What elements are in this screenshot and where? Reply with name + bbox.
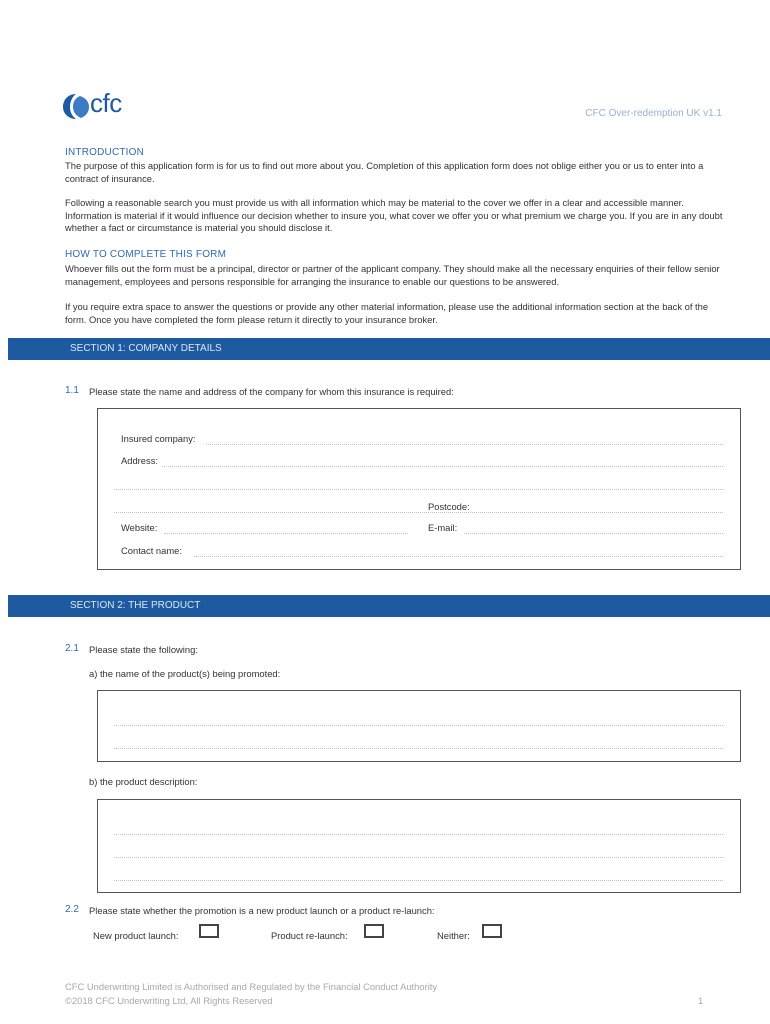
product-name-box[interactable] [97, 690, 741, 762]
insured-company-label: Insured company: [121, 433, 196, 444]
email-label: E-mail: [428, 522, 458, 533]
website-label: Website: [121, 522, 158, 533]
question-2-1-b-text: b) the product description: [89, 776, 198, 787]
section-2-header: SECTION 2: THE PRODUCT [8, 595, 770, 617]
intro-paragraph-1: The purpose of this application form is for us to find out more about you. Completion of this application form does not oblige either you or us to enter into a contract of insurance. [65, 160, 704, 184]
question-2-2-number: 2.2 [65, 904, 79, 915]
product-name-line-2 [114, 748, 723, 749]
postcode-field[interactable] [114, 512, 723, 513]
website-field[interactable] [164, 533, 408, 534]
logo-text: cfc [90, 88, 122, 118]
address-field-line-1[interactable] [162, 466, 723, 467]
insured-company-field[interactable] [206, 444, 723, 445]
company-details-box [97, 408, 741, 570]
product-description-box[interactable] [97, 799, 741, 893]
section-1-header: SECTION 1: COMPANY DETAILS [8, 338, 770, 360]
question-2-1-a-text: a) the name of the product(s) being promoted: [89, 668, 281, 679]
relaunch-checkbox[interactable] [364, 924, 384, 938]
postcode-label: Postcode: [428, 501, 470, 512]
question-1-1-text: Please state the name and address of the company for whom this insurance is required: [89, 386, 454, 397]
footer-regulation-text: CFC Underwriting Limited is Authorised and Regulated by the Financial Conduct Authority [65, 981, 438, 992]
product-name-line-1 [114, 725, 723, 726]
address-field-line-2[interactable] [114, 489, 723, 490]
intro-paragraph-2: Following a reasonable search you must provide us with all information which may be material to the cover we offer in a clear and accessible manner. Information is material if it would influence our decision whether to insure you, what cover we offer you or what premium we charge you. If you are in any doubt whether a fact or circumstance is material you should disclose it. [65, 197, 723, 233]
product-description-line-3 [114, 880, 723, 881]
footer-copyright: ©2018 CFC Underwriting Ltd, All Rights Reserved [65, 995, 273, 1006]
contact-name-field[interactable] [194, 556, 723, 557]
address-label: Address: [121, 455, 158, 466]
question-2-1-number: 2.1 [65, 643, 79, 654]
document-version: CFC Over-redemption UK v1.1 [585, 108, 722, 119]
page-number: 1 [698, 995, 704, 1006]
email-field[interactable] [464, 533, 723, 534]
contact-name-label: Contact name: [121, 545, 182, 556]
how-to-heading: HOW TO COMPLETE THIS FORM [65, 249, 227, 260]
neither-checkbox[interactable] [482, 924, 502, 938]
new-launch-label: New product launch: [93, 930, 179, 941]
new-launch-checkbox[interactable] [199, 924, 219, 938]
intro-heading: INTRODUCTION [65, 147, 145, 158]
question-2-2-text: Please state whether the promotion is a new product launch or a product re-launch: [89, 905, 435, 916]
product-description-line-2 [114, 857, 723, 858]
question-1-1-number: 1.1 [65, 385, 79, 396]
how-to-paragraph-2: If you require extra space to answer the questions or provide any other material information, please use the additional information section at the back of the form. Once you have completed the form please return it directly to your insurance broker. [65, 301, 709, 325]
neither-label: Neither: [437, 930, 470, 941]
product-description-line-1 [114, 834, 723, 835]
relaunch-label: Product re-launch: [271, 930, 348, 941]
question-2-1-text: Please state the following: [89, 644, 198, 655]
how-to-paragraph-1: Whoever fills out the form must be a principal, director or partner of the applicant company. They should make all the necessary enquiries of their fellow senior management, employees and persons responsible for arranging the insurance to enable our questions to be answered. [65, 263, 720, 287]
